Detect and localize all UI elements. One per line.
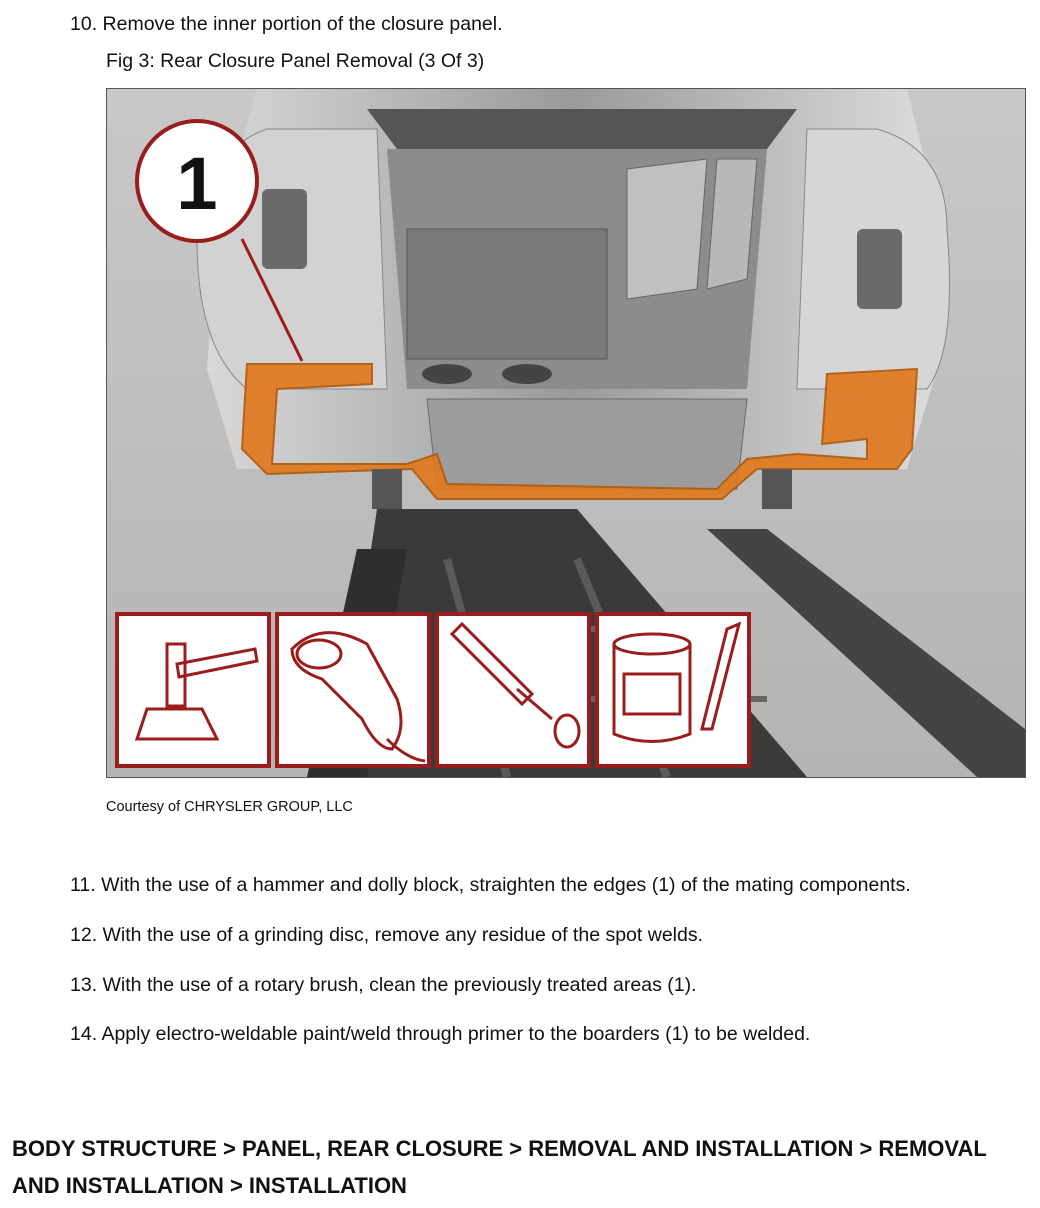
- step-14: 14. Apply electro-weldable paint/weld through primer to the boarders (1) to be welded.: [70, 1023, 811, 1045]
- hammer-dolly-icon: [117, 614, 269, 766]
- breadcrumb: BODY STRUCTURE > PANEL, REAR CLOSURE > REMOVAL AND INSTALLATION > REMOVAL AND INSTALLATION > INSTALLATION: [12, 1136, 987, 1198]
- figure-rear-closure-panel: [106, 88, 1026, 778]
- step-13: 13. With the use of a rotary brush, clean the previously treated areas (1).: [70, 974, 697, 996]
- callout-number: 1: [176, 142, 218, 225]
- step-11: 11. With the use of a hammer and dolly block, straighten the edges (1) of the mating components.: [70, 874, 911, 896]
- primer-can-brush-icon: [597, 614, 749, 766]
- step-10: 10. Remove the inner portion of the closure panel.: [70, 13, 503, 35]
- figure-caption: Fig 3: Rear Closure Panel Removal (3 Of 3): [106, 50, 485, 72]
- step-12: 12. With the use of a grinding disc, remove any residue of the spot welds.: [70, 924, 704, 946]
- grinder-icon: [277, 614, 429, 766]
- rotary-brush-icon: [437, 614, 589, 766]
- vehicle-body-illustration: [107, 89, 1025, 777]
- figure-courtesy: Courtesy of CHRYSLER GROUP, LLC: [106, 799, 353, 815]
